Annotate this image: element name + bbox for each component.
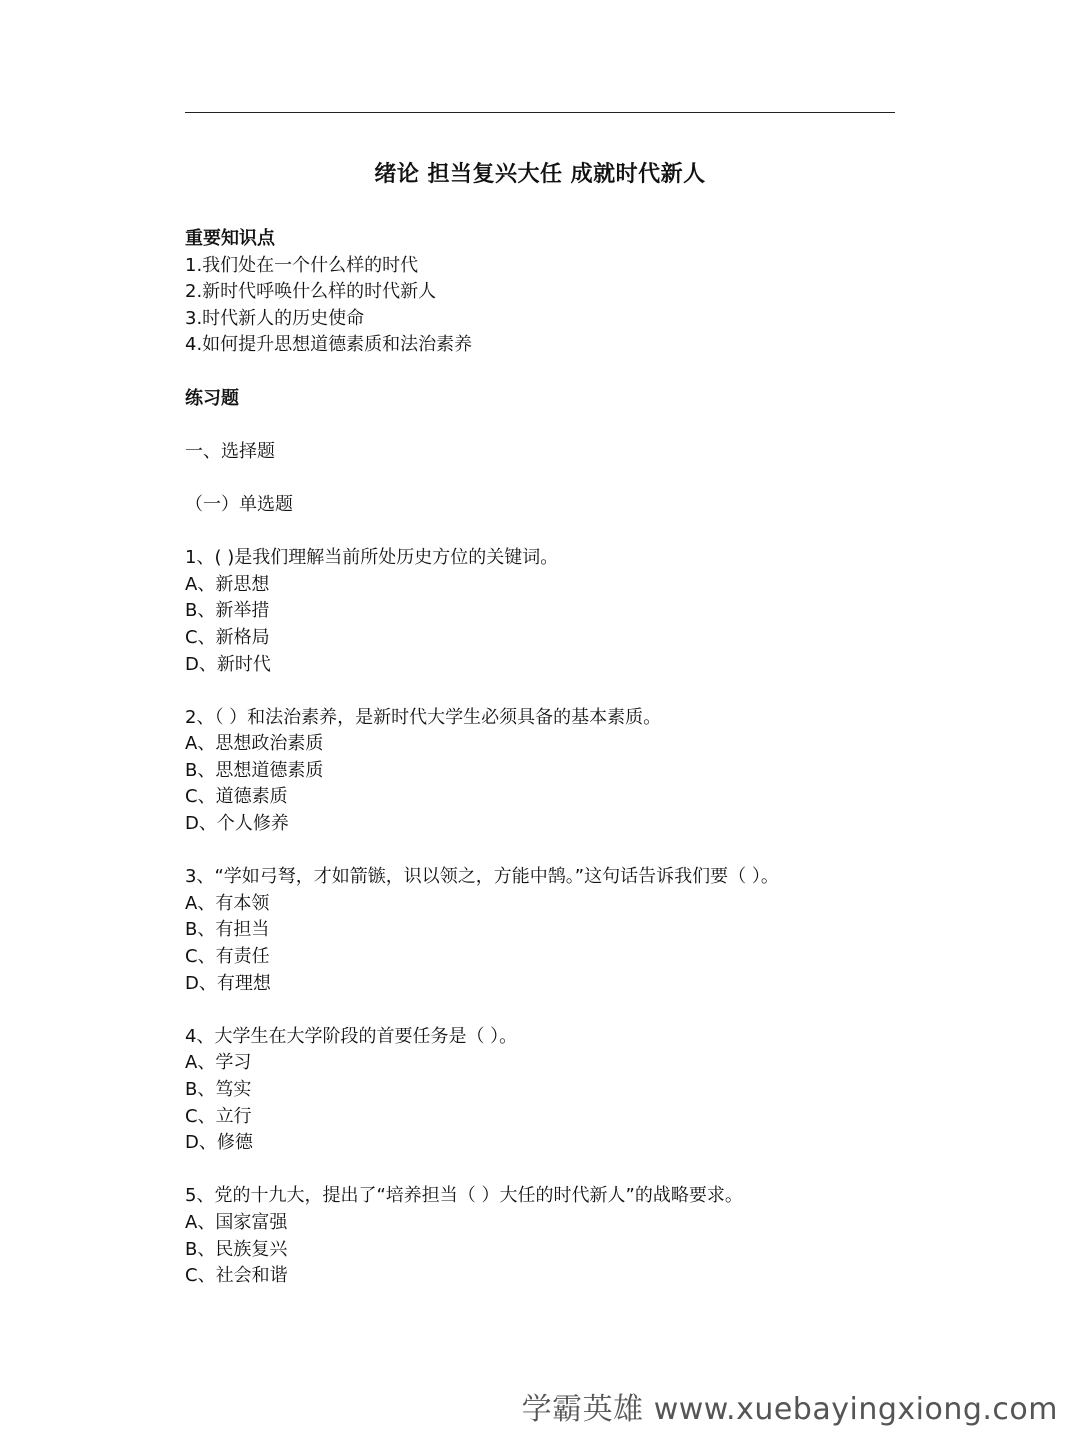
question-stem: 5、党的十九大，提出了“培养担当（ ）大任的时代新人”的战略要求。	[185, 1185, 743, 1207]
header-rule	[185, 112, 895, 113]
spacer	[185, 412, 905, 439]
answer-option: A、思想政治素质	[185, 733, 324, 755]
question-stem: 2、（ ）和法治素养，是新时代大学生必须具备的基本素质。	[185, 706, 662, 728]
spacer	[185, 838, 905, 865]
exercises-heading: 练习题	[185, 387, 239, 409]
spacer	[185, 997, 905, 1024]
answer-option: C、新格局	[185, 626, 270, 648]
answer-option: D、有理想	[185, 972, 271, 994]
answer-option: A、有本领	[185, 892, 270, 914]
answer-option: D、修德	[185, 1132, 253, 1154]
question-block	[185, 864, 905, 997]
question-block	[185, 1024, 905, 1157]
answer-option: C、道德素质	[185, 786, 288, 808]
answer-option: A、新思想	[185, 573, 270, 595]
spacer	[185, 359, 905, 386]
site-watermark: 学霸英雄 www.xuebayingxiong.com	[521, 1392, 1058, 1427]
question-stem: 4、大学生在大学阶段的首要任务是（ ）。	[185, 1025, 518, 1047]
answer-option: C、有责任	[185, 946, 270, 968]
question-block	[185, 545, 905, 678]
knowledge-item: 3.时代新人的历史使命	[185, 307, 365, 329]
section-heading: 一、选择题	[185, 440, 275, 462]
subsection-heading: （一）单选题	[185, 493, 293, 515]
question-stem: 1、( )是我们理解当前所处历史方位的关键词。	[185, 547, 559, 569]
answer-option: B、思想道德素质	[185, 759, 324, 781]
spacer	[185, 465, 905, 492]
question-stem: 3、“学如弓弩，才如箭镞，识以领之，方能中鹄。”这句话告诉我们要（ ）。	[185, 866, 779, 888]
answer-option: A、国家富强	[185, 1211, 288, 1233]
answer-option: B、有担当	[185, 919, 270, 941]
question-block	[185, 1183, 905, 1289]
spacer	[185, 1157, 905, 1184]
spacer	[185, 678, 905, 705]
answer-option: C、社会和谐	[185, 1265, 288, 1287]
knowledge-heading: 重要知识点	[185, 228, 275, 249]
document-body	[185, 226, 905, 1290]
answer-option: B、笃实	[185, 1079, 252, 1100]
question-block	[185, 705, 905, 838]
answer-option: B、新举措	[185, 600, 270, 622]
knowledge-item: 4.如何提升思想道德素质和法治素养	[185, 334, 473, 356]
spacer	[185, 519, 905, 546]
answer-option: B、民族复兴	[185, 1238, 288, 1260]
knowledge-item: 2.新时代呼唤什么样的时代新人	[185, 281, 437, 303]
knowledge-item: 1.我们处在一个什么样的时代	[185, 254, 419, 276]
page-title: 绪论 担当复兴大任 成就时代新人	[374, 162, 706, 187]
answer-option: D、个人修养	[185, 813, 289, 835]
answer-option: C、立行	[185, 1105, 252, 1127]
answer-option: A、学习	[185, 1052, 252, 1074]
answer-option: D、新时代	[185, 653, 271, 675]
